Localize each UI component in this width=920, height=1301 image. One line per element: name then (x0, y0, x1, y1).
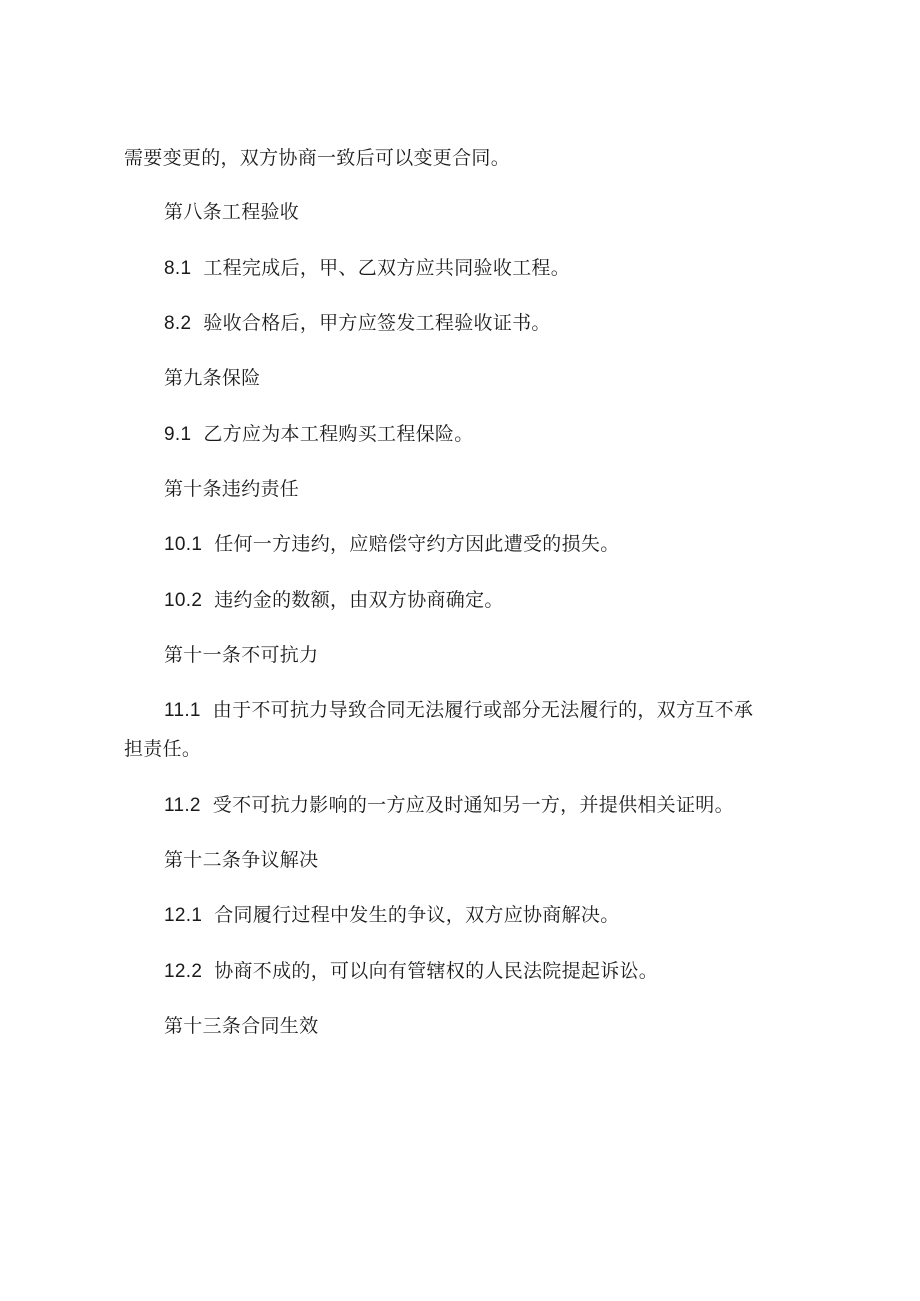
clause-text: 乙方应为本工程购买工程保险。 (203, 423, 474, 445)
article-heading-text: 第九条保险 (164, 367, 261, 389)
clause-number: 11.2 (164, 795, 201, 816)
clause-text: 违约金的数额，由双方协商确定。 (214, 589, 504, 611)
clause-number: 12.2 (164, 961, 203, 982)
article-heading-11 (164, 643, 318, 667)
article-heading-text: 第十二条争议解决 (164, 849, 319, 871)
clause-text: 任何一方违约，应赔偿守约方因此遭受的损失。 (214, 533, 620, 555)
clause-10-1 (164, 532, 620, 557)
article-heading-13 (164, 1014, 318, 1038)
article-heading-text: 第十三条合同生效 (164, 1015, 319, 1037)
clause-text: 工程完成后，甲、乙双方应共同验收工程。 (203, 257, 571, 279)
paragraph-text: 需要变更的，双方协商一致后可以变更合同。 (124, 147, 511, 169)
clause-text: 担责任。 (124, 738, 202, 760)
clause-text: 受不可抗力影响的一方应及时通知另一方，并提供相关证明。 (212, 794, 734, 816)
clause-12-1 (164, 903, 620, 928)
clause-number: 12.1 (164, 905, 203, 926)
clause-number: 10.1 (164, 534, 203, 555)
article-heading-10 (164, 477, 299, 501)
clause-number: 9.1 (164, 424, 192, 445)
clause-number: 8.2 (164, 313, 192, 334)
clause-text: 由于不可抗力导致合同无法履行或部分无法履行的，双方互不承 (212, 699, 754, 721)
clause-11-1-continuation (124, 737, 201, 761)
clause-8-2 (164, 311, 551, 336)
paragraph-continuation (124, 146, 510, 170)
article-heading-text: 第八条工程验收 (164, 201, 300, 223)
clause-text: 验收合格后，甲方应签发工程验收证书。 (203, 312, 551, 334)
clause-9-1 (164, 422, 474, 447)
clause-8-1 (164, 256, 570, 281)
clause-text: 协商不成的，可以向有管辖权的人民法院提起诉讼。 (214, 960, 659, 982)
article-heading-8 (164, 200, 299, 224)
clause-number: 10.2 (164, 590, 203, 611)
clause-10-2 (164, 588, 504, 613)
clause-number: 11.1 (164, 700, 201, 721)
clause-12-2 (164, 959, 658, 984)
article-heading-text: 第十一条不可抗力 (164, 644, 319, 666)
article-heading-9 (164, 366, 261, 390)
article-heading-text: 第十条违约责任 (164, 478, 300, 500)
clause-11-2 (164, 793, 734, 818)
article-heading-12 (164, 848, 318, 872)
clause-11-1 (164, 698, 753, 723)
clause-number: 8.1 (164, 258, 192, 279)
clause-text: 合同履行过程中发生的争议，双方应协商解决。 (214, 904, 620, 926)
